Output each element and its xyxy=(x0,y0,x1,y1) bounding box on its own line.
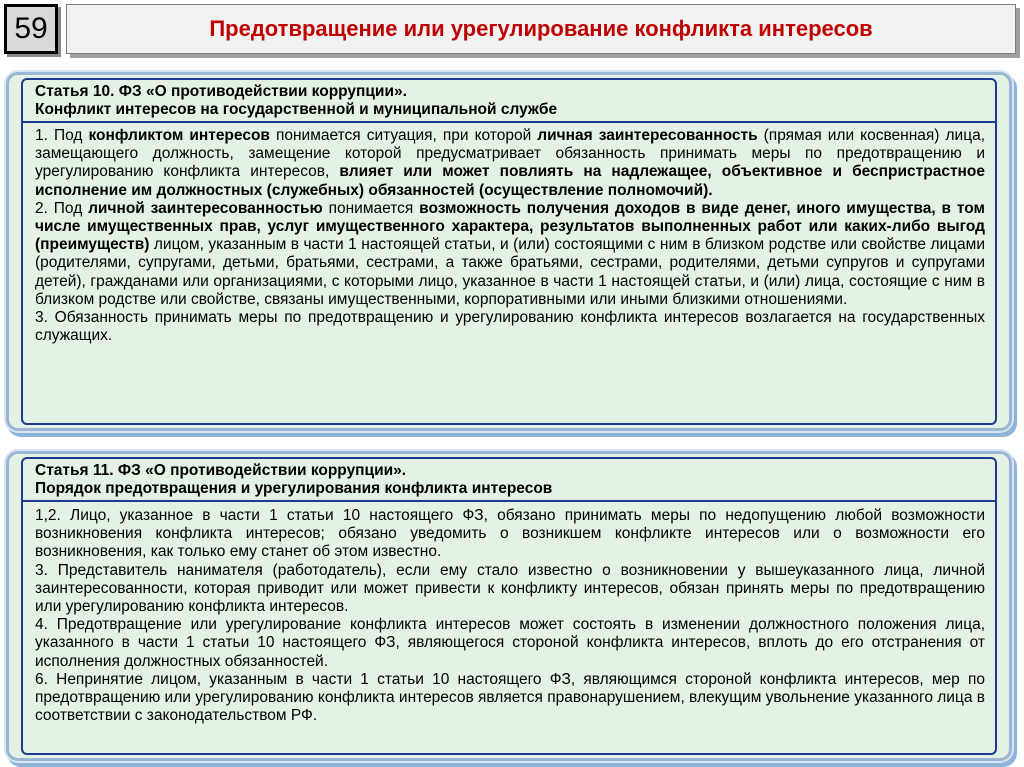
text-run: личной заинтересованностью xyxy=(88,199,323,217)
article10-paragraph-2 xyxy=(35,200,985,309)
article11-paragraph-3: 4. Предотвращение или урегулирование конфликта интересов может состоять в изменении должностного положения лица, указанного в части 1 статьи 10 настоящего ФЗ, являющегося стороной конфликта интересов, вплоть до его отстранения от исполнения должностных обязанностей. xyxy=(35,616,985,670)
text-run: понимается xyxy=(322,199,420,217)
article10-heading xyxy=(35,83,985,119)
text-run: влияет или может повлиять на надлежащее, объективное и беспристрастное исполнение им должностных (служебных) обязанностей (осуществление полномочий). xyxy=(35,163,985,199)
article11-heading-line1: Статья 11. ФЗ «О противодействии коррупции». xyxy=(35,462,407,479)
text-run: личная заинтересованность xyxy=(537,127,758,144)
article10-frame xyxy=(21,78,997,425)
article11-separator xyxy=(23,500,995,502)
text-run: 1. Под xyxy=(35,127,89,144)
text-run: 2. Под xyxy=(35,199,89,217)
text-run: возможность получения доходов в виде денег, иного имущества, в том числе имущественных прав, услуг имущественного характера, результатов выполненных работ или каких-либо выгод (преимуществ) xyxy=(35,199,985,254)
article11-heading xyxy=(35,462,985,498)
slide-number: 59 xyxy=(4,4,58,54)
article10-heading-line1: Статья 10. ФЗ «О противодействии коррупции». xyxy=(35,83,407,100)
article11-paragraph-2: 3. Представитель нанимателя (работодатель), если ему стало известно о возникновении у вышеуказанного лица, личной заинтересованности, которая приводит или может привести к конфликту интересов, обязан принять меры по предотвращению или урегулированию конфликта интересов. xyxy=(35,561,985,616)
slide-title: Предотвращение или урегулирование конфликта интересов xyxy=(209,16,873,41)
article10-heading-line2: Конфликт интересов на государственной и муниципальной службе xyxy=(35,101,558,118)
text-run: 3. Обязанность принимать меры по предотвращению и урегулированию конфликта интересов возлагается на государственных служащих. xyxy=(35,309,985,345)
article11-paragraph-4: 6. Непринятие лицом, указанным в части 1 статьи 10 настоящего ФЗ, являющимся стороной конфликта интересов, мер по предотвращению или урегулированию конфликта интересов является правонарушением, влекущим увольнение указанного лица в соответствии с законодательством РФ. xyxy=(35,670,985,725)
article10-paragraph-1 xyxy=(35,127,985,200)
text-run: понимается ситуация, при которой xyxy=(269,127,538,144)
article10-panel xyxy=(6,72,1012,431)
text-run: (прямая или косвенная) лица, замещающего должность, замещение которой предусматривает обязанность принимать меры по предотвращению и урегулированию конфликта интересов, xyxy=(35,127,986,181)
article10-body xyxy=(35,127,985,345)
article11-panel xyxy=(6,451,1012,761)
slide-title-bar xyxy=(66,4,1016,54)
text-run: конфликтом интересов xyxy=(88,127,270,144)
article11-paragraph-1: 1,2. Лицо, указанное в части 1 статьи 10 настоящего ФЗ, обязано принимать меры по недопущению любой возможности возникновения конфликта интересов; обязано уведомить о возникшем конфликте интересов или о возможности его возникновения, как только ему станет об этом известно. xyxy=(35,507,985,561)
article11-frame xyxy=(21,457,997,755)
article11-heading-line2: Порядок предотвращения и урегулирования конфликта интересов xyxy=(35,480,553,497)
text-run: лицом, указанным в части 1 настоящей статьи, и (или) состоящими с ним в близком родстве или свойстве лицами (родителями, супругами, детьми, братьями, сестрами, а также братьями, сестрами, родителями, детьми супругов и супругами детей), гражданами или организациями, с которыми лицо, указанное в части 1 настоящей статьи, и (или) лица, состоящие с ним в близком родстве или свойстве, связаны имущественными, корпоративными или иными близкими отношениями. xyxy=(35,236,985,308)
article11-body xyxy=(35,507,985,725)
article10-paragraph-3 xyxy=(35,309,985,345)
article10-separator xyxy=(23,121,995,123)
